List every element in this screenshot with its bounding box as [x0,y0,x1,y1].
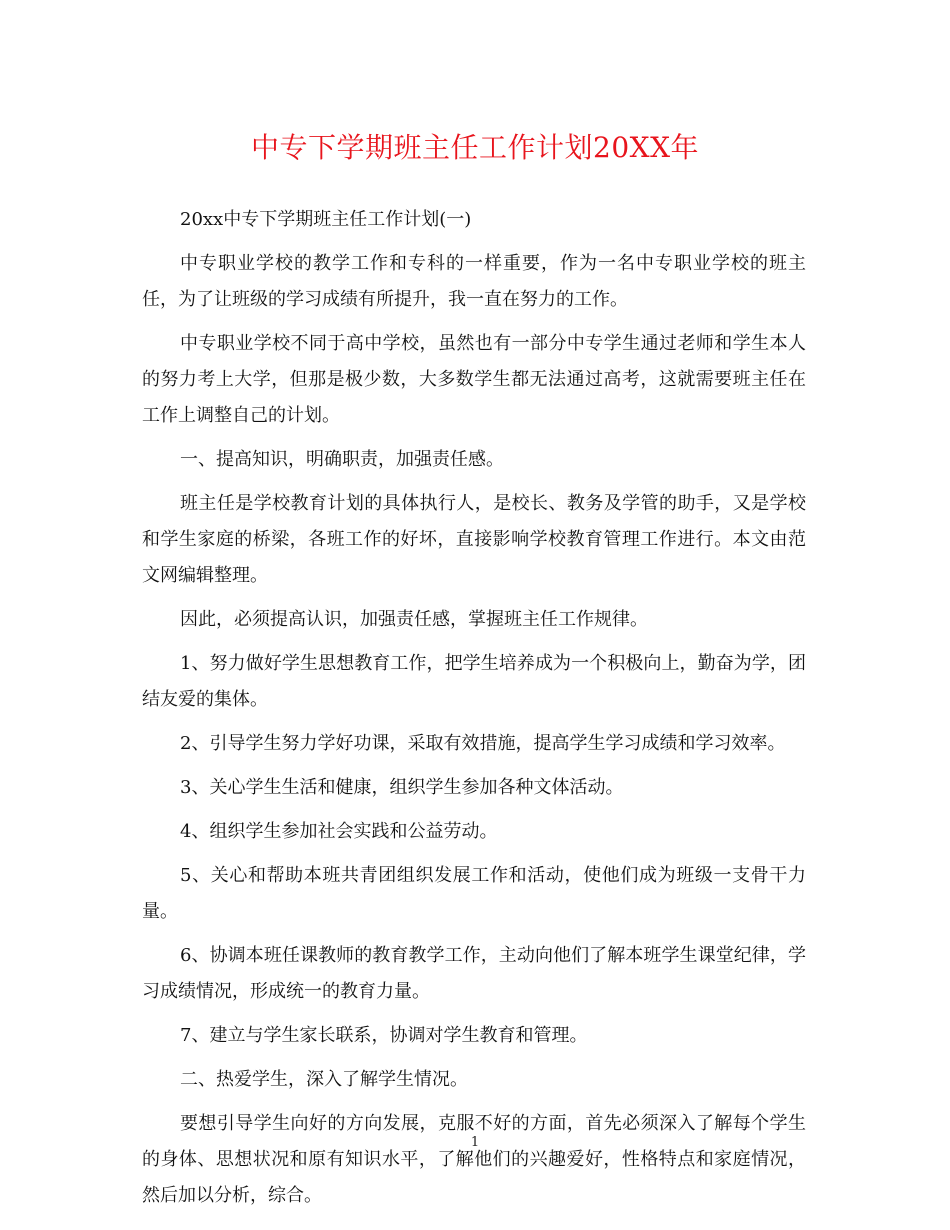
list-item: 2、引导学生努力学好功课，采取有效措施，提高学生学习成绩和学习效率。 [180,733,786,754]
page-number: 1 [470,1135,480,1150]
list-item: 5、关心和帮助本班共青团组织发展工作和活动，使他们成为班级一支骨干力量。 [142,865,806,922]
paragraph: 中专职业学校不同于高中学校，虽然也有一部分中专学生通过老师和学生本人的努力考上大学，但那是极少数，大多数学生都无法通过高考，这就需要班主任在工作上调整自己的计划。 [142,333,806,426]
paragraph: 班主任是学校教育计划的具体执行人，是校长、教务及学管的助手，又是学校和学生家庭的桥梁，各班工作的好坏，直接影响学校教育管理工作进行。本文由范文网编辑整理。 [142,493,806,586]
paragraph: 因此，必须提高认识，加强责任感，掌握班主任工作规律。 [180,609,648,630]
section-subtitle: 20xx中专下学期班主任工作计划(一) [180,209,472,230]
list-item: 6、协调本班任课教师的教育教学工作，主动向他们了解本班学生课堂纪律，学习成绩情况，形成统一的教育力量。 [142,945,806,1002]
list-item: 3、关心学生生活和健康，组织学生参加各种文体活动。 [180,777,624,798]
list-item: 1、努力做好学生思想教育工作，把学生培养成为一个积极向上，勤奋为学，团结友爱的集体。 [142,653,806,710]
section-heading: 一、提高知识，明确职责，加强责任感。 [180,449,504,470]
list-item: 7、建立与学生家长联系，协调对学生教育和管理。 [180,1025,588,1046]
paragraph: 要想引导学生向好的方向发展，克服不好的方面，首先必须深入了解每个学生的身体、思想状况和原有知识水平，了解他们的兴趣爱好，性格特点和家庭情况，然后加以分析，综合。 [142,1113,806,1206]
list-item: 4、组织学生参加社会实践和公益劳动。 [180,821,498,842]
paragraph: 中专职业学校的教学工作和专科的一样重要，作为一名中专职业学校的班主任，为了让班级的学习成绩有所提升，我一直在努力的工作。 [142,253,806,310]
document-body [142,202,806,1222]
document-title: 中专下学期班主任工作计划20XX年 [251,131,699,164]
section-heading: 二、热爱学生，深入了解学生情况。 [180,1069,468,1090]
